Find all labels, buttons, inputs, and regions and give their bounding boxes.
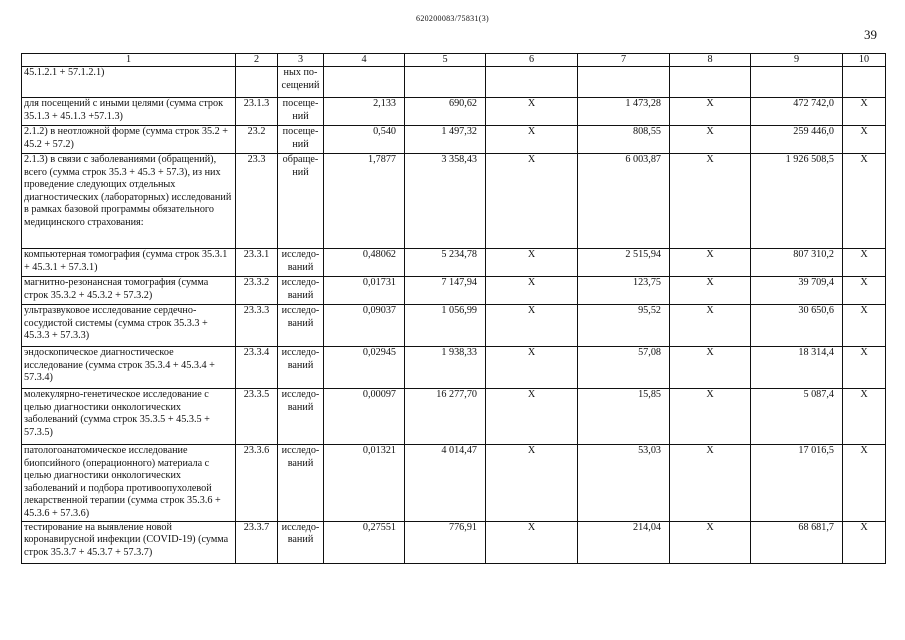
row-unit: исследо- ваний (278, 249, 324, 277)
row-name: ультразвуковое исследование сердечно-сосудистой системы (сумма строк 35.3.3 + 45.3.3 + 57.3.3) (22, 305, 236, 347)
column-header-row (22, 54, 886, 67)
cell-col6: X (486, 389, 578, 445)
cell-col7: 123,75 (578, 277, 670, 305)
cell-col4: 0,01731 (324, 277, 405, 305)
row-unit: ных по- сещений (278, 67, 324, 98)
cell-col9: 5 087,4 (751, 389, 843, 445)
cell-col5: 1 056,99 (405, 305, 486, 347)
cell-col9: 68 681,7 (751, 521, 843, 563)
cell-col10: X (843, 126, 886, 154)
cell-col7: 15,85 (578, 389, 670, 445)
cell-col7: 214,04 (578, 521, 670, 563)
row-name: 45.1.2.1 + 57.1.2.1) (22, 67, 236, 98)
cell-col8: X (670, 154, 751, 249)
cell-col7 (578, 67, 670, 98)
cell-col8: X (670, 305, 751, 347)
row-code: 23.3.5 (236, 389, 278, 445)
cell-col5: 16 277,70 (405, 389, 486, 445)
cell-col8: X (670, 98, 751, 126)
cell-col10: X (843, 347, 886, 389)
column-header-7: 7 (578, 54, 670, 67)
cell-col6: X (486, 126, 578, 154)
cell-col8: X (670, 277, 751, 305)
column-header-3: 3 (278, 54, 324, 67)
cell-col4: 2,133 (324, 98, 405, 126)
cell-col9: 18 314,4 (751, 347, 843, 389)
table-row (22, 67, 886, 98)
row-unit: обраще- ний (278, 154, 324, 249)
cell-col4: 0,00097 (324, 389, 405, 445)
table-row (22, 98, 886, 126)
cell-col7: 95,52 (578, 305, 670, 347)
row-code: 23.1.3 (236, 98, 278, 126)
row-name: патологоанатомическое исследование биопсийного (операционного) материала с целью диагностики онкологических заболеваний и подбора противоопухолевой лекарственной терапии (сумма строк 35.3.6 + 45.3.6 + 57.3.6) (22, 445, 236, 522)
cell-col4 (324, 67, 405, 98)
row-code: 23.3.3 (236, 305, 278, 347)
cell-col8: X (670, 347, 751, 389)
row-code: 23.3.2 (236, 277, 278, 305)
cell-col5: 690,62 (405, 98, 486, 126)
cell-col10 (843, 67, 886, 98)
cell-col9: 1 926 508,5 (751, 154, 843, 249)
row-code: 23.3.1 (236, 249, 278, 277)
cell-col4: 0,09037 (324, 305, 405, 347)
row-name: для посещений с иными целями (сумма строк 35.1.3 + 45.1.3 +57.1.3) (22, 98, 236, 126)
cell-col8: X (670, 126, 751, 154)
row-unit: исследо- ваний (278, 347, 324, 389)
row-name: 2.1.2) в неотложной форме (сумма строк 35.2 + 45.2 + 57.2) (22, 126, 236, 154)
row-name: молекулярно-генетическое исследование с целью диагностики онкологических заболеваний (сумма строк 35.3.5 + 45.3.5 + 57.3.5) (22, 389, 236, 445)
cell-col5: 1 938,33 (405, 347, 486, 389)
cell-col5 (405, 67, 486, 98)
cell-col9: 472 742,0 (751, 98, 843, 126)
cell-col9: 39 709,4 (751, 277, 843, 305)
page-number: 39 (864, 27, 877, 42)
row-unit: посеще- ний (278, 126, 324, 154)
data-table (21, 53, 886, 564)
cell-col10: X (843, 249, 886, 277)
table-row (22, 277, 886, 305)
cell-col4: 0,48062 (324, 249, 405, 277)
cell-col8 (670, 67, 751, 98)
cell-col10: X (843, 305, 886, 347)
table-row (22, 154, 886, 249)
row-name: магнитно-резонансная томография (сумма строк 35.3.2 + 45.3.2 + 57.3.2) (22, 277, 236, 305)
row-code: 23.3.7 (236, 521, 278, 563)
row-name: 2.1.3) в связи с заболеваниями (обращений), всего (сумма строк 35.3 + 45.3 + 57.3), из них проведение следующих отдельных диагностических (лабораторных) исследований в рамках базовой программы обязательного медицинского страхования: (22, 154, 236, 249)
column-header-1: 1 (22, 54, 236, 67)
row-unit: исследо- ваний (278, 305, 324, 347)
column-header-5: 5 (405, 54, 486, 67)
cell-col5: 5 234,78 (405, 249, 486, 277)
cell-col10: X (843, 277, 886, 305)
cell-col6: X (486, 521, 578, 563)
row-name: эндоскопическое диагностическое исследование (сумма строк 35.3.4 + 45.3.4 + 57.3.4) (22, 347, 236, 389)
cell-col7: 53,03 (578, 445, 670, 522)
cell-col6 (486, 67, 578, 98)
cell-col5: 4 014,47 (405, 445, 486, 522)
cell-col9: 807 310,2 (751, 249, 843, 277)
column-header-6: 6 (486, 54, 578, 67)
row-unit: исследо- ваний (278, 389, 324, 445)
cell-col8: X (670, 249, 751, 277)
cell-col7: 57,08 (578, 347, 670, 389)
table-row (22, 521, 886, 563)
row-name: тестирование на выявление новой коронавирусной инфекции (COVID-19) (сумма строк 35.3.7 + 45.3.7 + 57.3.7) (22, 521, 236, 563)
cell-col10: X (843, 445, 886, 522)
cell-col4: 0,27551 (324, 521, 405, 563)
row-code: 23.3.4 (236, 347, 278, 389)
column-header-10: 10 (843, 54, 886, 67)
row-unit: исследо- ваний (278, 521, 324, 563)
cell-col10: X (843, 98, 886, 126)
cell-col6: X (486, 445, 578, 522)
cell-col6: X (486, 305, 578, 347)
table-row (22, 389, 886, 445)
column-header-8: 8 (670, 54, 751, 67)
cell-col9: 259 446,0 (751, 126, 843, 154)
row-unit: исследо- ваний (278, 277, 324, 305)
table-row (22, 305, 886, 347)
cell-col6: X (486, 277, 578, 305)
cell-col5: 3 358,43 (405, 154, 486, 249)
cell-col6: X (486, 98, 578, 126)
cell-col10: X (843, 389, 886, 445)
row-code (236, 67, 278, 98)
row-unit: посеще- ний (278, 98, 324, 126)
cell-col4: 0,02945 (324, 347, 405, 389)
cell-col5: 776,91 (405, 521, 486, 563)
table-row (22, 347, 886, 389)
document-id: 620200083/75831(3) (416, 14, 489, 23)
cell-col7: 1 473,28 (578, 98, 670, 126)
cell-col6: X (486, 347, 578, 389)
row-code: 23.3 (236, 154, 278, 249)
cell-col5: 7 147,94 (405, 277, 486, 305)
cell-col7: 808,55 (578, 126, 670, 154)
table-row (22, 249, 886, 277)
table-row (22, 126, 886, 154)
cell-col7: 6 003,87 (578, 154, 670, 249)
cell-col6: X (486, 249, 578, 277)
row-code: 23.2 (236, 126, 278, 154)
cell-col8: X (670, 445, 751, 522)
cell-col10: X (843, 521, 886, 563)
cell-col9: 30 650,6 (751, 305, 843, 347)
cell-col8: X (670, 521, 751, 563)
cell-col6: X (486, 154, 578, 249)
cell-col10: X (843, 154, 886, 249)
row-unit: исследо- ваний (278, 445, 324, 522)
column-header-9: 9 (751, 54, 843, 67)
cell-col4: 0,540 (324, 126, 405, 154)
cell-col9: 17 016,5 (751, 445, 843, 522)
table-row (22, 445, 886, 522)
cell-col7: 2 515,94 (578, 249, 670, 277)
cell-col8: X (670, 389, 751, 445)
cell-col4: 1,7877 (324, 154, 405, 249)
cell-col4: 0,01321 (324, 445, 405, 522)
cell-col5: 1 497,32 (405, 126, 486, 154)
column-header-4: 4 (324, 54, 405, 67)
row-name: компьютерная томография (сумма строк 35.3.1 + 45.3.1 + 57.3.1) (22, 249, 236, 277)
row-code: 23.3.6 (236, 445, 278, 522)
column-header-2: 2 (236, 54, 278, 67)
cell-col9 (751, 67, 843, 98)
